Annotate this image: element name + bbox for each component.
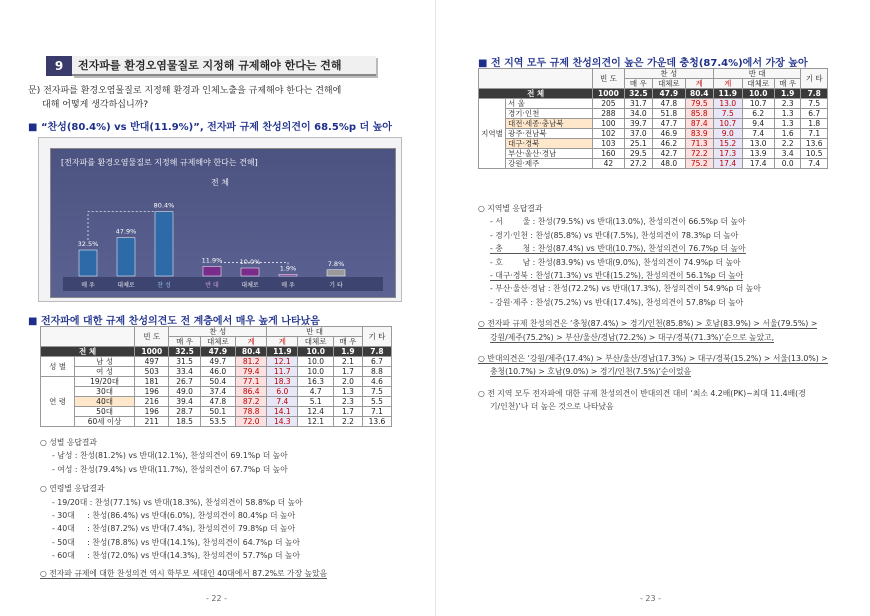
col-oppose-sum: 계 [267, 337, 298, 347]
cell: 50.1 [200, 407, 235, 417]
note-item: - 호 남 : 찬성(83.9%) vs 반대(9.0%), 찬성의견이 74.9%p 더 높아 [490, 257, 741, 267]
chart-panel [50, 148, 396, 298]
cell: 6.0 [267, 387, 298, 397]
col-agree-sum: 계 [685, 79, 714, 89]
demographics-table [40, 326, 392, 427]
cell: 11.9 [714, 89, 743, 99]
cell: 7.4 [267, 397, 298, 407]
section-number: 9 [46, 56, 72, 76]
agree-connector [88, 212, 155, 240]
cell: 75.2 [685, 159, 714, 169]
note-line: ○ 전자파 규제 찬성의견은 ‘충청(87.4%) > 경기/인천(85.8%) > 호남(83.9%) > 서울(79.5%) > [478, 319, 818, 329]
cell: 503 [135, 367, 169, 377]
cell: 12.1 [298, 417, 333, 427]
page-divider [435, 0, 436, 616]
notes-right [478, 202, 828, 414]
notes-region-title: ○ 지역별 응답결과 [478, 204, 543, 213]
cell: 181 [135, 377, 169, 387]
bar-value-label: 10.0% [239, 258, 261, 266]
cell: 4.7 [298, 387, 333, 397]
bar-5 [279, 274, 297, 276]
cell: 87.4 [685, 119, 714, 129]
bar-value-label: 32.5% [77, 240, 99, 248]
note-line: 충청(10.7%) > 호남(9.0%) > 경기/인천(7.5%)’순이었음 [490, 367, 692, 377]
cell: 32.5 [624, 89, 653, 99]
cell: 7.1 [801, 129, 828, 139]
note-item: - 부산·울산·경남 : 찬성(72.2%) vs 반대(17.3%), 찬성의견이 54.9%p 더 높아 [490, 284, 761, 294]
question [28, 84, 408, 112]
cell: 160 [593, 149, 624, 159]
table-row [41, 407, 392, 417]
cell: 34.0 [624, 109, 653, 119]
cell: 16.3 [298, 377, 333, 387]
cell: 10.0 [742, 89, 774, 99]
col-other: 기 타 [362, 327, 391, 347]
bar-1 [117, 238, 135, 276]
note-item: - 남성 : 찬성(81.2%) vs 반대(12.1%), 찬성의견이 69.1%p 더 높아 [52, 451, 288, 461]
cell: 1000 [593, 89, 624, 99]
group-label-age: 연 령 [41, 377, 75, 427]
cell: 39.7 [624, 119, 653, 129]
table-row [479, 139, 828, 149]
cell: 8.8 [362, 367, 391, 377]
note-item: - 50대 : 찬성(78.8%) vs 반대(14.1%), 찬성의견이 64.7%p 더 높아 [52, 537, 301, 547]
cell: 7.1 [362, 407, 391, 417]
cell: 27.2 [624, 159, 653, 169]
table-row [41, 387, 392, 397]
cell: 1.9 [774, 89, 801, 99]
note-agree-ranking [478, 317, 828, 344]
cell: 78.8 [236, 407, 267, 417]
table-row-total [41, 347, 392, 357]
cell: 103 [593, 139, 624, 149]
category-label: 대체로 [241, 282, 259, 289]
col-oppose-mostly: 대체로 [742, 79, 774, 89]
cell: 1.7 [333, 367, 362, 377]
cell: 1.3 [774, 109, 801, 119]
col-oppose-very: 매 우 [774, 79, 801, 89]
cell: 196 [135, 407, 169, 417]
bar-value-label: 11.9% [201, 256, 223, 265]
cell: 6.7 [362, 357, 391, 367]
cell: 48.0 [653, 159, 685, 169]
chart-group-label: 전 체 [211, 178, 229, 187]
chart-title: [전자파를 환경오염물질로 지정해 규제해야 한다는 견해] [61, 158, 258, 167]
row-label: 대전·세종·충남북 [506, 119, 593, 129]
table-row [479, 99, 828, 109]
cell: 80.4 [236, 347, 267, 357]
col-agree-sum: 계 [236, 337, 267, 347]
cell: 7.4 [801, 159, 828, 169]
cell: 1.6 [774, 129, 801, 139]
bar-0 [79, 250, 97, 276]
bar-chart [51, 149, 395, 297]
cell: 1.3 [333, 387, 362, 397]
cell: 80.4 [685, 89, 714, 99]
question-line-1: 문) 전자파를 환경오염물질로 지정해 환경과 인체노출을 규제해야 한다는 견해에 [28, 86, 342, 96]
cell: 51.8 [653, 109, 685, 119]
cell: 31.5 [169, 357, 200, 367]
notes-gender-title: ○ 성별 응답결과 [40, 438, 97, 447]
cell: 6.2 [742, 109, 774, 119]
cell: 47.8 [653, 99, 685, 109]
cell: 15.2 [714, 139, 743, 149]
page-number-left: - 22 - [206, 594, 228, 603]
note-item: - 충 청 : 찬성(87.4%) vs 반대(10.7%), 찬성의견이 76.7%p 더 높아 [490, 244, 746, 254]
cell: 11.9 [267, 347, 298, 357]
row-label: 서 울 [506, 99, 593, 109]
col-agree-very: 매 우 [624, 79, 653, 89]
note-item: - 19/20대 : 찬성(77.1%) vs 반대(18.3%), 찬성의견이 58.8%p 더 높아 [52, 497, 303, 507]
cell: 77.1 [236, 377, 267, 387]
row-label: 30대 [75, 387, 135, 397]
note-item: - 서 울 : 찬성(79.5%) vs 반대(13.0%), 찬성의견이 66.5%p 더 높아 [490, 217, 746, 227]
cell: 25.1 [624, 139, 653, 149]
col-agree-mostly: 대체로 [200, 337, 235, 347]
cell: 0.0 [774, 159, 801, 169]
table-corner [41, 327, 135, 347]
cell: 32.5 [169, 347, 200, 357]
cell: 216 [135, 397, 169, 407]
cell: 87.2 [236, 397, 267, 407]
cell: 86.4 [236, 387, 267, 397]
bar-3 [203, 266, 221, 276]
category-label: 반 대 [205, 282, 219, 289]
cell: 9.0 [714, 129, 743, 139]
region-table [478, 68, 828, 169]
note-oppose-ranking [478, 352, 828, 379]
cell: 11.7 [267, 367, 298, 377]
cell: 10.7 [714, 119, 743, 129]
row-label: 60세 이상 [75, 417, 135, 427]
cell: 14.1 [267, 407, 298, 417]
category-label: 대체로 [117, 282, 135, 289]
cell: 1000 [135, 347, 169, 357]
cell: 17.4 [742, 159, 774, 169]
col-agree: 찬 성 [624, 69, 713, 79]
cell: 79.4 [236, 367, 267, 377]
cell: 53.5 [200, 417, 235, 427]
cell: 5.1 [298, 397, 333, 407]
cell: 1.9 [333, 347, 362, 357]
cell: 10.7 [742, 99, 774, 109]
cell: 13.6 [801, 139, 828, 149]
note-item: - 대구·경북 : 찬성(71.3%) vs 반대(15.2%), 찬성의견이 56.1%p 더 높아 [490, 271, 744, 281]
note-line: ○ 반대의견은 ‘강원/제주(17.4%) > 부산/울산/경남(17.3%) > 대구/경북(15.2%) > 서울(13.0%) > [478, 354, 828, 364]
category-label: 찬 성 [157, 282, 171, 289]
group-label-region: 지역별 [479, 99, 506, 169]
table-row [479, 119, 828, 129]
note-item: - 40대 : 찬성(87.2%) vs 반대(7.4%), 찬성의견이 79.8%p 더 높아 [52, 524, 296, 534]
notes-left [40, 436, 327, 580]
cell: 196 [135, 387, 169, 397]
col-agree-mostly: 대체로 [653, 79, 685, 89]
cell: 18.5 [169, 417, 200, 427]
question-line-2: 대해 어떻게 생각하십니까? [42, 100, 149, 110]
cell: 83.9 [685, 129, 714, 139]
section-title: 전자파를 환경오염물질로 지정해 규제해야 한다는 견해 [72, 56, 376, 76]
cell: 31.7 [624, 99, 653, 109]
square-bullet-icon: ■ [478, 58, 491, 69]
headline-region [478, 54, 808, 69]
cell: 12.4 [298, 407, 333, 417]
headline-demographics-text: 전자파에 대한 규제 찬성의견도 전 계층에서 매우 높게 나타났음 [40, 316, 320, 327]
cell: 50.4 [200, 377, 235, 387]
cell: 3.4 [774, 149, 801, 159]
cell: 1.8 [801, 119, 828, 129]
col-oppose-mostly: 대체로 [298, 337, 333, 347]
note-item: - 30대 : 찬성(86.4%) vs 반대(6.0%), 찬성의견이 80.4%p 더 높아 [52, 511, 296, 521]
cell: 7.5 [362, 387, 391, 397]
table-corner [479, 69, 593, 89]
note-conclusion: ○ 전자파 규제에 대한 찬성의견 역시 학부모 세대인 40대에서 87.2%로 가장 높았음 [40, 568, 328, 578]
note-item: - 여성 : 찬성(79.4%) vs 반대(11.7%), 찬성의견이 67.7%p 더 높아 [52, 464, 288, 474]
row-label: 50대 [75, 407, 135, 417]
cell: 71.3 [685, 139, 714, 149]
note-item: - 강원·제주 : 찬성(75.2%) vs 반대(17.4%), 찬성의견이 57.8%p 더 높아 [490, 297, 744, 307]
cell: 9.4 [742, 119, 774, 129]
cell: 46.0 [200, 367, 235, 377]
cell: 37.0 [624, 129, 653, 139]
table-row [41, 377, 392, 387]
cell: 47.9 [200, 347, 235, 357]
cell: 17.3 [714, 149, 743, 159]
col-agree: 찬 성 [169, 327, 267, 337]
col-frequency: 빈 도 [135, 327, 169, 347]
col-oppose: 반 대 [714, 69, 801, 79]
table-row [41, 397, 392, 407]
bar-2 [155, 212, 173, 276]
note-line: ○ 전 지역 모두 전자파에 대한 규제 찬성의견이 반대의견 대비 ‘최소 4.2배(PK)~최대 11.4배(경 [478, 388, 806, 398]
cell: 7.8 [362, 347, 391, 357]
cell: 42.7 [653, 149, 685, 159]
cell: 46.9 [653, 129, 685, 139]
square-bullet-icon: ■ [28, 122, 41, 133]
cell: 26.7 [169, 377, 200, 387]
cell: 10.0 [298, 347, 333, 357]
cell: 5.5 [362, 397, 391, 407]
row-label: 부산·울산·경남 [506, 149, 593, 159]
cell: 10.0 [298, 367, 333, 377]
cell: 2.1 [333, 357, 362, 367]
row-label: 강원·제주 [506, 159, 593, 169]
cell: 2.3 [774, 99, 801, 109]
headline-demographics [28, 312, 320, 327]
bar-6 [327, 270, 345, 276]
category-label: 매 우 [81, 282, 95, 289]
cell: 72.2 [685, 149, 714, 159]
cell: 28.7 [169, 407, 200, 417]
note-item: - 60대 : 찬성(72.0%) vs 반대(14.3%), 찬성의견이 57.7%p 더 높아 [52, 551, 301, 561]
cell: 2.3 [333, 397, 362, 407]
cell: 47.7 [653, 119, 685, 129]
cell: 18.3 [267, 377, 298, 387]
col-frequency: 빈 도 [593, 69, 624, 89]
table-row [479, 129, 828, 139]
bar-value-label: 47.9% [115, 227, 137, 236]
notes-age-title: ○ 연령별 응답결과 [40, 484, 105, 494]
cell: 10.0 [298, 357, 333, 367]
cell: 205 [593, 99, 624, 109]
col-agree-very: 매 우 [169, 337, 200, 347]
row-label: 여 성 [75, 367, 135, 377]
table-row [41, 357, 392, 367]
table-row [479, 159, 828, 169]
cell: 1.3 [774, 119, 801, 129]
headline-overall-text: “찬성(80.4%) vs 반대(11.9%)”, 전자파 규제 찬성의견이 68.5%p 더 높아 [40, 122, 392, 133]
headline-overall [28, 118, 392, 133]
cell: 10.5 [801, 149, 828, 159]
cell: 47.9 [653, 89, 685, 99]
cell: 37.4 [200, 387, 235, 397]
cell: 49.0 [169, 387, 200, 397]
cell: 81.2 [236, 357, 267, 367]
cell: 49.7 [200, 357, 235, 367]
col-other: 기 타 [801, 69, 828, 89]
bar-value-label: 80.4% [153, 201, 175, 210]
cell: 33.4 [169, 367, 200, 377]
cell: 497 [135, 357, 169, 367]
cell: 13.6 [362, 417, 391, 427]
cell: 42 [593, 159, 624, 169]
bar-value-label: 1.9% [279, 264, 297, 273]
cell: 13.0 [714, 99, 743, 109]
cell: 7.8 [801, 89, 828, 99]
row-label: 경기·인천 [506, 109, 593, 119]
row-label: 대구·경북 [506, 139, 593, 149]
bar-value-label: 7.8% [327, 259, 345, 268]
row-label: 전 체 [41, 347, 135, 357]
row-label: 19/20대 [75, 377, 135, 387]
category-label: 기 타 [329, 282, 343, 289]
cell: 2.2 [333, 417, 362, 427]
cell: 1.7 [333, 407, 362, 417]
cell: 39.4 [169, 397, 200, 407]
cell: 7.5 [801, 99, 828, 109]
category-label: 매 우 [281, 282, 295, 289]
cell: 12.1 [267, 357, 298, 367]
cell: 29.5 [624, 149, 653, 159]
cell: 85.8 [685, 109, 714, 119]
square-bullet-icon: ■ [28, 316, 41, 327]
cell: 6.7 [801, 109, 828, 119]
cell: 47.8 [200, 397, 235, 407]
table-row [479, 149, 828, 159]
row-label: 광주·전남북 [506, 129, 593, 139]
cell: 288 [593, 109, 624, 119]
table-row [41, 417, 392, 427]
bar-4 [241, 268, 259, 276]
col-oppose-sum: 계 [714, 79, 743, 89]
cell: 46.2 [653, 139, 685, 149]
note-line: 기/인천)’나 더 높은 것으로 나타났음 [490, 402, 614, 412]
cell: 7.4 [742, 129, 774, 139]
table-row [41, 367, 392, 377]
headline-region-text: 전 지역 모두 규제 찬성의견이 높은 가운데 충청(87.4%)에서 가장 높아 [490, 58, 808, 69]
note-line: 강원/제주(75.2%) > 부산/울산/경남(72.2%) > 대구/경북(71.3%)’순으로 높았고, [490, 332, 775, 342]
cell: 4.6 [362, 377, 391, 387]
cell: 211 [135, 417, 169, 427]
col-oppose: 반 대 [267, 327, 363, 337]
table-row [479, 109, 828, 119]
cell: 14.3 [267, 417, 298, 427]
note-item: - 경기·인천 : 찬성(85.8%) vs 반대(7.5%), 찬성의견이 78.3%p 더 높아 [490, 230, 739, 240]
cell: 17.4 [714, 159, 743, 169]
note-ratio [478, 387, 828, 414]
cell: 2.2 [774, 139, 801, 149]
cell: 100 [593, 119, 624, 129]
table-row-total [479, 89, 828, 99]
cell: 13.0 [742, 139, 774, 149]
col-oppose-very: 매 우 [333, 337, 362, 347]
cell: 7.5 [714, 109, 743, 119]
cell: 79.5 [685, 99, 714, 109]
cell: 13.9 [742, 149, 774, 159]
row-label: 남 성 [75, 357, 135, 367]
page-number-right: - 23 - [640, 594, 662, 603]
row-label: 전 체 [479, 89, 593, 99]
cell: 2.0 [333, 377, 362, 387]
group-label-gender: 성 별 [41, 357, 75, 377]
cell: 102 [593, 129, 624, 139]
cell: 72.0 [236, 417, 267, 427]
row-label: 40대 [75, 397, 135, 407]
